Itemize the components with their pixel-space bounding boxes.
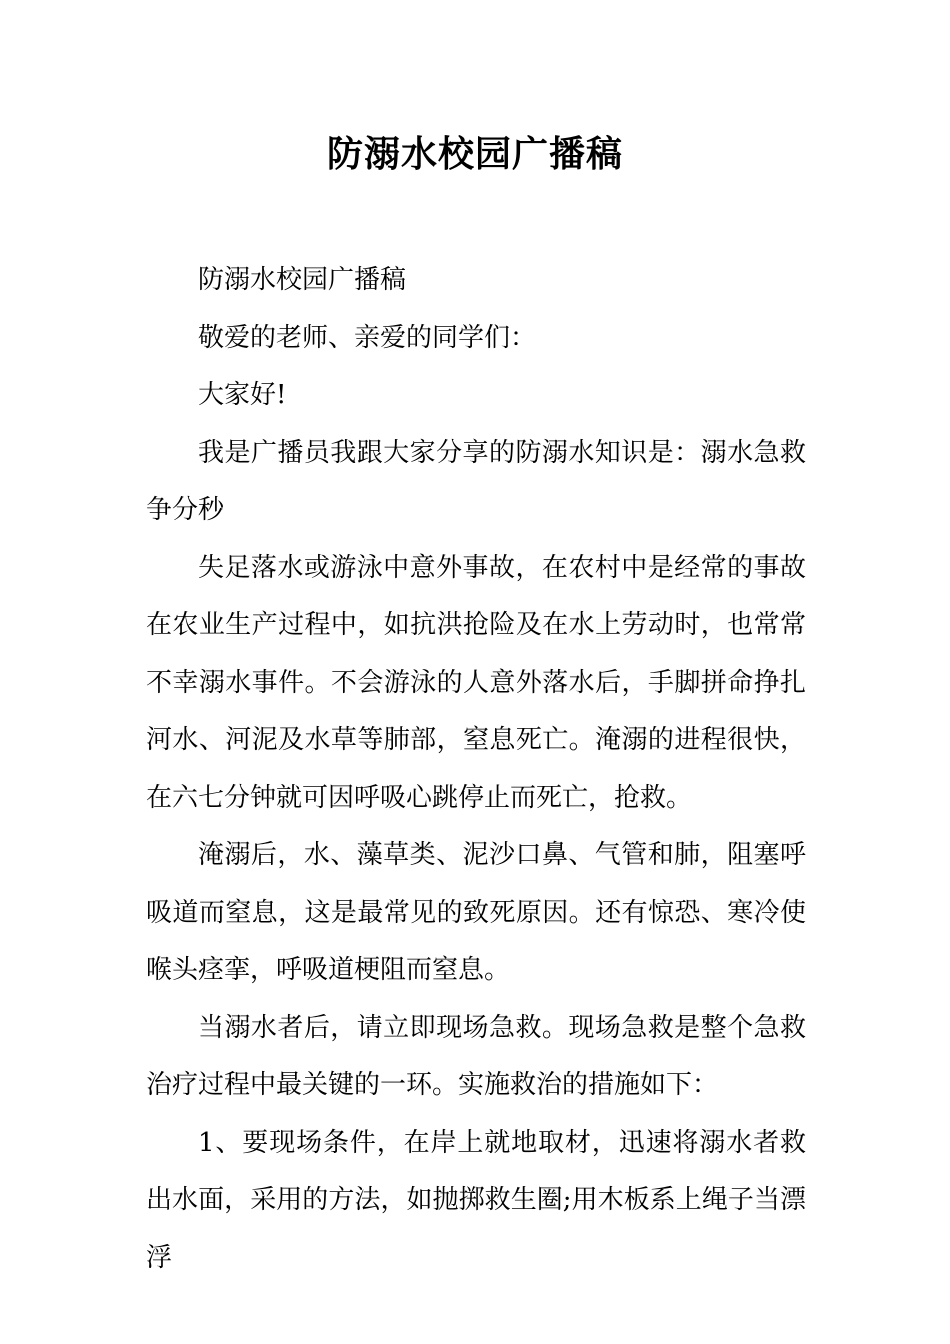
paragraph-step-1: 1、要现场条件，在岸上就地取材，迅速将溺水者救出水面，采用的方法，如抛掷救生圈;用木板系上绳子当漂浮 <box>146 1127 806 1273</box>
paragraph-first-aid: 当溺水者后，请立即现场急救。现场急救是整个急救治疗过程中最关键的一环。实施救治的措施如下： <box>146 1012 806 1100</box>
paragraph-greeting: 大家好! <box>198 380 287 410</box>
document-body <box>146 252 806 1287</box>
document-title: 防溺水校园广播稿 <box>326 133 623 175</box>
paragraph-cause: 淹溺后，水、藻草类、泥沙口鼻、气管和肺，阻塞呼吸道而窒息，这是最常见的致死原因。还有惊恐、寒冷使喉头痉挛，呼吸道梗阻而窒息。 <box>146 840 806 985</box>
paragraph-heading: 防溺水校园广播稿 <box>198 265 407 295</box>
paragraph-accident: 失足落水或游泳中意外事故，在农村中是经常的事故在农业生产过程中，如抗洪抢险及在水上劳动时，也常常不幸溺水事件。不会游泳的人意外落水后，手脚拼命挣扎河水、河泥及水草等肺部，窒息死亡。淹溺的进程很快，在六七分钟就可因呼吸心跳停止而死亡，抢救。 <box>146 552 806 813</box>
paragraph-intro: 我是广播员我跟大家分享的防溺水知识是：溺水急救争分秒 <box>146 437 806 525</box>
paragraph-salutation: 敬爱的老师、亲爱的同学们： <box>198 322 537 353</box>
